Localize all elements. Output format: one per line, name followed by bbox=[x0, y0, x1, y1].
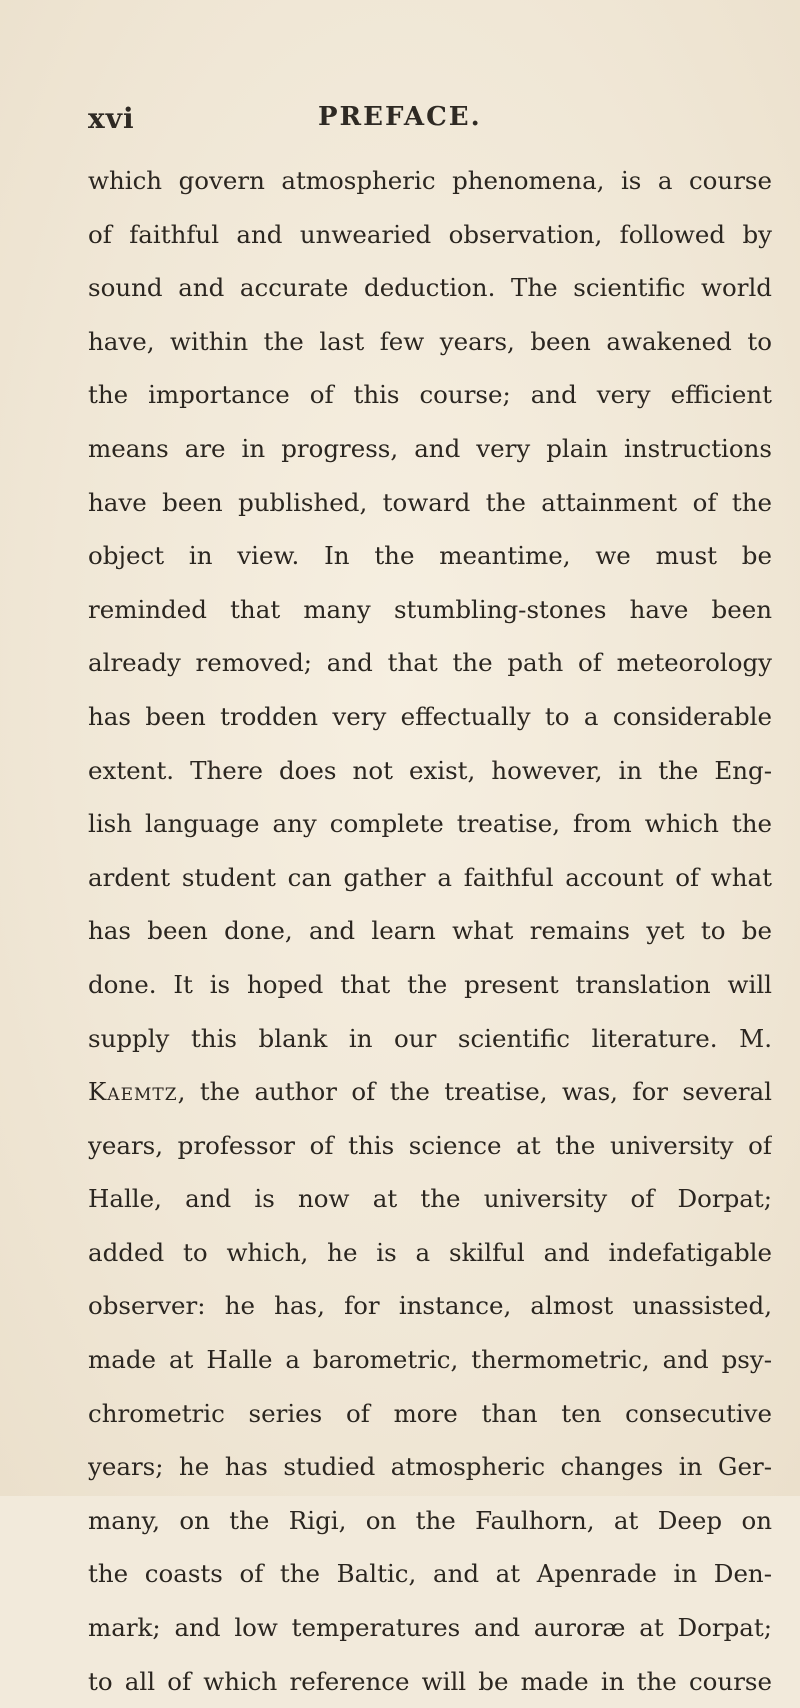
text-line: has been trodden very effectually to a considerable bbox=[88, 701, 772, 731]
text-line: already removed; and that the path of meteorology bbox=[88, 648, 772, 678]
text-line: which govern atmospheric phenomena, is a course bbox=[88, 166, 772, 195]
page-header bbox=[88, 102, 772, 142]
author-name: Kaemtz bbox=[88, 1077, 178, 1107]
text-line: observer: he has, for instance, almost unassisted, bbox=[88, 1291, 772, 1321]
text-line: to all of which reference will be made in the course bbox=[88, 1666, 772, 1696]
text-line: means are in progress, and very plain instructions bbox=[88, 433, 772, 463]
text-line: Halle, and is now at the university of Dorpat; bbox=[88, 1184, 772, 1214]
text-line: done. It is hoped that the present translation will bbox=[88, 969, 772, 999]
text-line: lish language any complete treatise, from which the bbox=[88, 809, 772, 839]
text-line: have been published, toward the attainment of the bbox=[88, 487, 772, 517]
page-number: xvi bbox=[88, 102, 135, 135]
text-line: reminded that many stumbling-stones have been bbox=[88, 594, 772, 624]
text-line: has been done, and learn what remains yet to be bbox=[88, 916, 772, 946]
text-line: ardent student can gather a faithful account of what bbox=[88, 862, 772, 892]
text-line: years; he has studied atmospheric changes in Ger- bbox=[88, 1452, 772, 1482]
text-line: added to which, he is a skilful and indefatigable bbox=[88, 1237, 772, 1267]
text-line: the coasts of the Baltic, and at Apenrade in Den- bbox=[88, 1559, 772, 1589]
text-line: have, within the last few years, been awakened to bbox=[88, 326, 772, 356]
text-line: many, on the Rigi, on the Faulhorn, at Deep on bbox=[88, 1505, 772, 1535]
text-line: the importance of this course; and very efficient bbox=[88, 380, 772, 410]
text-line: object in view. In the meantime, we must be bbox=[88, 541, 772, 571]
text-line: extent. There does not exist, however, in the Eng- bbox=[88, 755, 772, 785]
text-line: sound and accurate deduction. The scientific world bbox=[88, 273, 772, 303]
running-head: PREFACE. bbox=[318, 102, 482, 132]
author-line bbox=[88, 1065, 772, 1119]
text-line: mark; and low temperatures and auroræ at Dorpat; bbox=[88, 1613, 772, 1643]
text-line: years, professor of this science at the university of bbox=[88, 1130, 772, 1160]
text-line: supply this blank in our scientific literature. M. bbox=[88, 1023, 772, 1053]
author-line-rest: , the author of the treatise, was, for several bbox=[177, 1077, 772, 1107]
text-line: of faithful and unwearied observation, followed by bbox=[88, 219, 772, 249]
text-line: chrometric series of more than ten consecutive bbox=[88, 1398, 772, 1428]
body-text bbox=[88, 154, 772, 1708]
text-line: made at Halle a barometric, thermometric, and psy- bbox=[88, 1345, 772, 1375]
